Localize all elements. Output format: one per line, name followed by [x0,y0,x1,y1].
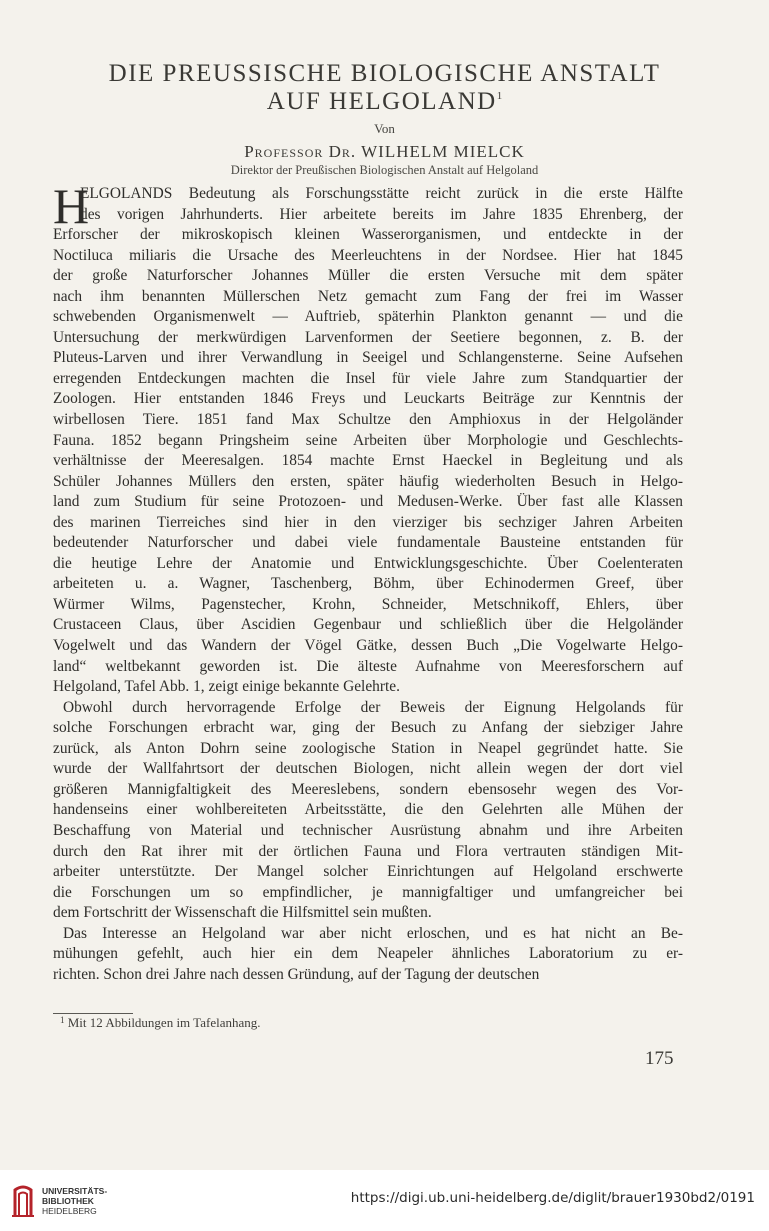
text-line: Würmer Wilms, Pagenstecher, Krohn, Schneider, Metschnikoff, Ehlers, über [53,595,683,613]
by-label: Von [374,121,395,136]
text-line: Fauna. 1852 begann Pringsheim seine Arbeiten über Morphologie und Geschlechts- [53,431,683,449]
text-line: Zoologen. Hier entstanden 1846 Freys und Leuckarts Beiträge zur Kenntnis der [53,390,683,408]
title-line-2-text: AUF HELGOLAND [266,88,497,115]
text-line: land zum Studium für seine Protozoen- und Medusen-Werke. Über fast alle Klassen [53,493,683,511]
text-line: land“ weltbekannt geworden ist. Die älteste Aufnahme von Meeresforschern auf [53,657,683,675]
title-line-1: DIE PREUSSISCHE BIOLOGISCHE ANSTALT [108,60,661,87]
text-line: schwebenden Organismenwelt — Auftrieb, späterhin Plankton genannt — und die [53,308,683,326]
text-line: handenseins einer wohlbereiteten Arbeitsstätte, die den Gelehrten alle Mühen der [53,801,683,819]
text-line: Beschaffung von Material und technischer Ausrüstung abnahm und ihre Arbeiten [53,821,683,839]
footnote-rule [53,1013,133,1014]
text-line: arbeiter unterstützte. Der Mangel solcher Einrichtungen auf Helgoland erschwerte [53,863,683,881]
text-line: Helgoland, Tafel Abb. 1, zeigt einige bekannte Gelehrte. [53,678,400,696]
text-line: verhältnisse der Meeresalgen. 1854 machte Ernst Haeckel in Begleitung und als [53,452,683,470]
text-line: Noctiluca miliaris die Ursache des Meerleuchtens in der Nordsee. Hier hat 1845 [53,246,683,264]
text-line: erregenden Entdeckungen machten die Insel für viele Jahre zum Standquartier der [53,369,683,387]
text-line: größeren Mannigfaltigkeit des Meereslebens, sondern ebensosehr wegen des Vor- [53,780,683,798]
title-footnote-mark: 1 [496,90,503,102]
library-name [42,1186,107,1216]
title-line-2 [0,88,769,116]
text-line: arbeiteten u. a. Wagner, Taschenberg, Böhm, über Echinodermen Greef, über [53,575,683,593]
text-line: Das Interesse an Helgoland war aber nicht erloschen, und es hat nicht an Be- [63,924,683,942]
text-line: bedeutender Naturforscher und dabei viele fundamentale Bausteine entstanden für [53,534,683,552]
body-text [53,178,683,985]
text-line: dem Fortschritt der Wissenschaft die Hilfsmittel sein mußten. [53,904,432,922]
library-name-line-1: UNIVERSITÄTS- [42,1186,108,1196]
text-line: Vogelwelt und das Wandern der Vögel Gätke, dessen Buch „Die Vogelwarte Helgo- [53,637,683,655]
text-line: richten. Schon drei Jahre nach dessen Gründung, auf der Tagung der deutschen [53,965,540,983]
text-line: mühungen gefehlt, auch hier ein dem Neapeler ähnliches Laboratorium zu er- [53,945,683,963]
text-line: Untersuchung der merkwürdigen Larvenformen der Seetiere begonnen, z. B. der [53,328,683,346]
text-line: Schüler Johannes Müllers den ersten, später häufig wiederholten Besuch in Helgo- [53,472,683,490]
permalink-url[interactable]: https://digi.ub.uni-heidelberg.de/diglit/brauer1930bd2/0191 [350,1190,755,1206]
text-line: nach ihm benannten Müllerschen Netz gemacht zum Fang der frei im Wasser [53,287,683,305]
author-title: Professor Dr. [244,142,357,161]
library-name-line-3: HEIDELBERG [42,1206,97,1216]
page-number: 175 [645,1048,674,1069]
viewer-footer [0,1170,769,1231]
text-line: solche Forschungen erbracht war, ging der Besuch zu Anfang der siebziger Jahre [53,719,683,737]
text-line: Erforscher der mikroskopisch kleinen Wasserorganismen, und entdeckte in der [53,226,683,244]
text-line: der große Naturforscher Johannes Müller die ersten Versuche mit dem später [53,267,683,285]
text-line: des vorigen Jahrhunderts. Hier arbeitete bereits im Jahre 1835 Ehrenberg, der [80,205,683,223]
library-name-line-2: BIBLIOTHEK [42,1196,94,1206]
footnote-mark: 1 [60,1015,65,1025]
footnote-text: Mit 12 Abbildungen im Tafelanhang. [67,1015,261,1030]
text-line: Obwohl durch hervorragende Erfolge der Beweis der Eignung Helgolands für [63,698,683,716]
text-line: wirbellosen Tiere. 1851 fand Max Schultze den Amphioxus in der Helgoländer [53,411,683,429]
text-line: des marinen Tierreiches sind hier in den vierziger bis sechziger Jahren Arbeiten [53,513,683,531]
text-line: durch den Rat ihrer mit der örtlichen Fauna und Flora vertrauten ständigen Mit- [53,842,683,860]
author-affiliation: Direktor der Preußischen Biologischen Anstalt auf Helgoland [230,163,539,177]
author [0,142,769,162]
text-line: wurde der Wallfahrtsort der deutschen Biologen, nicht allein wegen der dort viel [53,760,683,778]
text-line: Crustaceen Claus, über Ascidien Gegenbaur und schließlich über die Helgoländer [53,616,683,634]
drop-cap: H [53,178,90,234]
library-logo-icon [10,1182,36,1218]
text-line: die heutige Lehre der Anatomie und Entwicklungsgeschichte. Über Coelenteraten [53,554,683,572]
text-line: Pluteus-Larven und ihrer Verwandlung in Seeigel und Schlangensterne. Seine Aufsehen [53,349,683,367]
author-name: WILHELM MIELCK [361,142,525,161]
text-line: zurück, als Anton Dohrn seine zoologische Station in Neapel gegründet hatte. Sie [53,739,683,757]
text-line: die Forschungen um so empfindlicher, je mannigfaltiger und umfangreicher bei [53,883,683,901]
footnote [60,1015,261,1031]
text-line: ELGOLANDS Bedeutung als Forschungsstätte reicht zurück in die erste Hälfte [80,185,683,202]
